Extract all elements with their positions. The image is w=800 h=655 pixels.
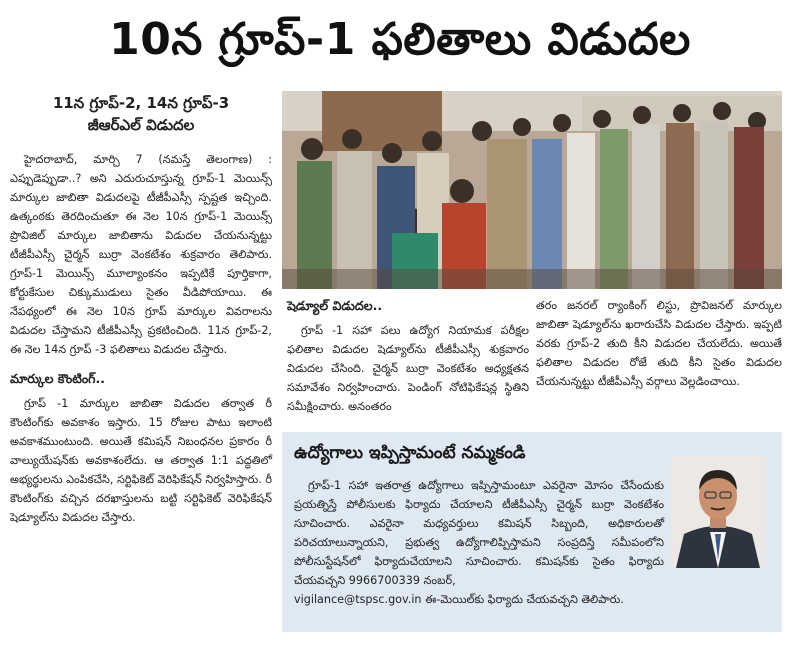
boxed-article-tail: vigilance@tspsc.gov.in ఈ-మెయిల్‌కు ఫిర్యాదు చేయవచ్చని తెలిపారు.: [294, 593, 624, 606]
right-paragraph: తరం జనరల్‌ ర్యాంకింగ్‌ లిస్టు, ప్రొవిజనల్‌ మార్కుల జాబితా షెడ్యూల్‌ను ఖరారుచేసి విడుదల చేస్తారు. ఇప్పటి వరకు గ్రూప్‌-2 తుది కీని విడుదల చేయలేదు. అయితే ఫలితాల విడుదల రోజే తుది కీని సైతం విడుదల చేయనున్నట్టు టీజీపీఎస్సీ వర్గాలు వెల్లడించాయి.: [536, 299, 782, 388]
right-column: [536, 296, 782, 391]
headline: 10న గ్రూప్‌-1 ఫలితాలు విడుదల: [109, 14, 691, 65]
chairman-portrait: [670, 456, 766, 568]
left-paragraph-1: హైదరాబాద్‌, మార్చి 7 (నమస్తే తెలంగాణ) : ఎప్పుడెప్పుడా..? అని ఎదురుచూస్తున్న గ్రూప్‌-1 మెయిన్స్‌ మార్కుల జాబితా విడుదలపై టీజీపీఎస్సీ స్పష్టత ఇచ్చింది. ఉత్కంఠకు తెరదించుతూ ఈ నెల 10న గ్రూప్‌-1 మెయిన్స్‌ ప్రొవిజిల్‌ మార్కుల జాబితాను విడుదల చేయనున్నట్టు టీజీపీఎస్సీ చైర్మన్‌ బుర్రా వెంకటేశం శుక్రవారం తెలిపారు. గ్రూప్‌-1 మెయిన్స్‌ మూల్యాంకనం ఇప్పటికే పూర్తికాగా, కోర్టుకేసుల చిక్కుముడులు సైతం వీడిపోయాయి. ఈ నేపథ్యంలో ఈ నెల 10న గ్రూప్‌ మార్కుల వివరాలను విడుదల చేస్తామని టీజీపీఎస్సీ ప్రకటించింది. 11న గ్రూప్‌-2, ఈ నెల 14న గ్రూప్‌ -3 ఫలితాలు విడుదల చేస్తారు.: [10, 153, 272, 356]
middle-paragraph: గ్రూప్‌ -1 సహా పలు ఉద్యోగ నియామక పరీక్షల ఫలితాల విడుదల షెడ్యూల్‌ను టీజీపీఎస్సీ శుక్రవారం విడుదల చేసింది. చైర్మన్‌ బుర్రా వెంకటేశం అధ్యక్షతన సమావేశం నిర్వహించారు. పెండింగ్‌ నోటిఫికేషన్ల స్థితిని సమీక్షించారు. అనంతరం: [287, 324, 529, 413]
subheadline-line2: జీఆర్‌ఎల్‌ విడుదల: [87, 116, 195, 134]
boxed-article-title: ఉద్యోగాలు ఇప్పిస్తామంటే నమ్మకండి: [294, 443, 526, 463]
middle-column: [287, 296, 529, 416]
boxed-article-text: [294, 476, 664, 609]
boxed-article-paragraph: గ్రూప్‌-1 సహా ఇతరాత్ర ఉద్యోగాలు ఇప్పిస్తామంటూ ఎవరైనా మోసం చేసేందుకు ప్రయత్నిస్తే పోలీసులకు ఫిర్యాదు చేయాలని టీజీపీఎస్సీ చైర్మన్‌ బుర్రా వెంకటేశం సూచించారు. ఎవరైనా మధ్యవర్తులు కమిషన్‌ సిబ్బంది, అధికారులతో పరిచయాలున్నాయని, ప్రభుత్వ ఉద్యోగాలిప్పిస్తామని సంప్రదిస్తే సమీపంలోని పోలీసుస్టేషన్‌లో ఫిర్యాదుచేయాలని సూచించారు. కమిషన్‌కు సైతం ఫిర్యాదు చేయవచ్చని 9966700339 నంబర్‌,: [294, 479, 664, 587]
schedule-heading: షెడ్యూల్‌ విడుదల..: [287, 298, 383, 313]
left-column: [10, 150, 272, 527]
boxed-article: [282, 432, 782, 632]
left-paragraph-2: గ్రూప్‌ -1 మార్కుల జాబితా విడుదల తర్వాత రీ కౌంటింగ్‌కు అవకాశం ఇస్తారు. 15 రోజుల పాటు ఇలాంటి అవకాశముంటుంది. అయితే కమిషన్‌ నిబంధనల ప్రకారం రీ వాల్యుయేషన్‌కు అవకాశంలేదు. ఆ తర్వాత 1:1 పద్ధతిలో అభ్యర్థులను ఎంపికచేసి, సర్టిఫికెట్‌ వెరిఫికేషన్‌ నిర్వహిస్తారు. రీ కౌంటింగ్‌కు వచ్చిన దరఖాస్తులను బట్టి సర్టిఫికెట్‌ వెరిఫికేషన్‌ షెడ్యూల్‌ను విడుదల చేస్తారు.: [10, 397, 272, 524]
subheadline: [8, 92, 274, 136]
subheadline-line1: 11న గ్రూప్‌-2, 14న గ్రూప్‌-3: [52, 94, 230, 112]
counting-heading: మార్కుల కౌంటింగ్‌..: [10, 371, 105, 386]
news-photo: [282, 91, 782, 289]
